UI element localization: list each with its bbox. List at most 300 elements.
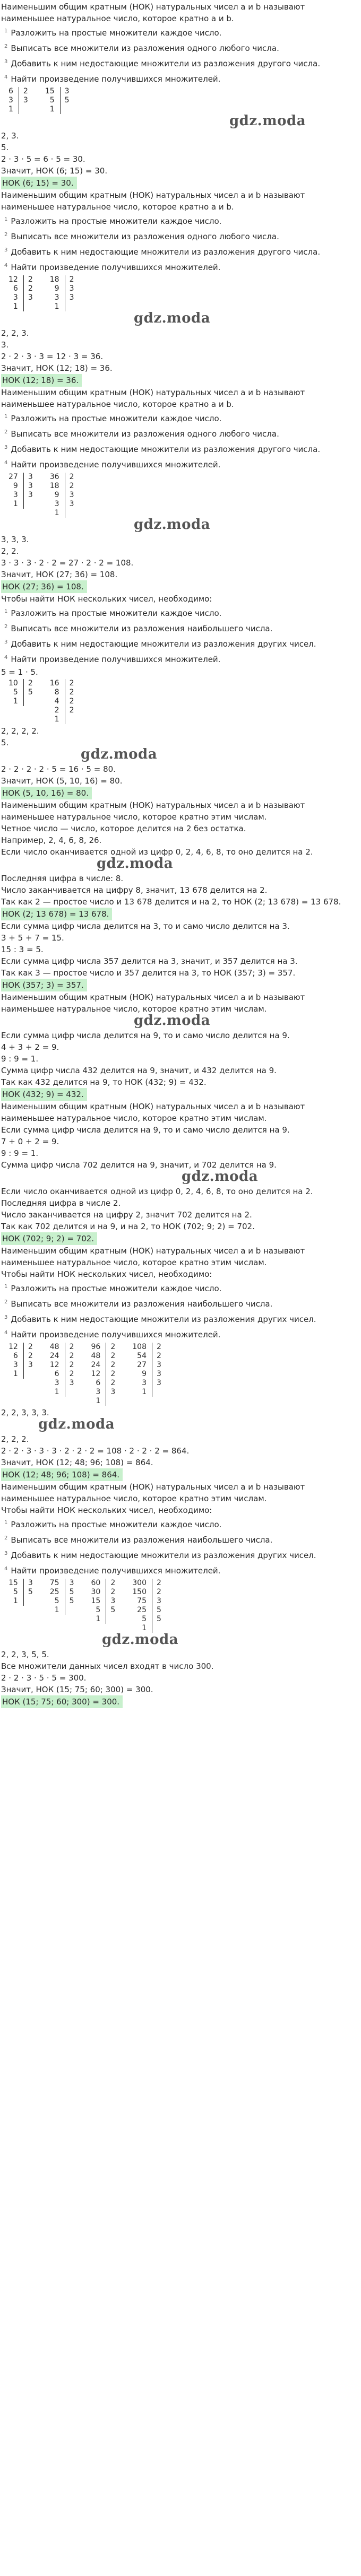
algorithm-step: [1, 1562, 360, 1578]
text-line: 2 · 2 · 3 · 3 = 12 · 3 = 36.: [1, 352, 104, 361]
factor-divisor: 5: [152, 1606, 166, 1615]
text-line: 2 · 3 · 5 = 6 · 5 = 30.: [1, 154, 85, 164]
factor-divisor: 2: [65, 706, 79, 715]
text-line: 5 = 1 · 5.: [1, 667, 38, 677]
factor-dividend: 48: [91, 1352, 101, 1360]
step-text: Найти произведение получившихся множителей.: [11, 1330, 221, 1339]
text-line: 2, 2.: [1, 546, 19, 556]
step-text: Выписать все множители из разложения наибольшего числа.: [11, 624, 273, 633]
factor-divisor: 3: [152, 1597, 166, 1606]
step-text: Выписать все множители из разложения одного любого числа.: [11, 429, 279, 439]
factor-dividend: 27: [137, 1361, 147, 1369]
factor-dividend: 12: [8, 1343, 18, 1351]
text-line: Значит, НОК (5, 10, 16) = 80.: [1, 776, 123, 786]
step-text: Разложить на простые множители каждое число.: [11, 414, 222, 423]
factor-divisor: 2: [152, 1579, 166, 1588]
factor-divisor: 5: [65, 1588, 79, 1597]
algorithm-step: [1, 1295, 360, 1311]
factor-divisor: 2: [23, 679, 38, 688]
text-line: Наименьшим общим кратным (НОК) натуральных чисел a и b называют: [1, 1482, 305, 1492]
algorithm-step: [1, 441, 360, 456]
factor-divisor: [23, 697, 38, 706]
text-line: Значит, НОК (12; 18) = 36.: [1, 363, 113, 373]
text-line: 2 · 2 · 3 · 5 · 5 = 300.: [1, 1673, 87, 1683]
factor-dividend: 10: [8, 679, 18, 687]
factor-divisor: 3: [65, 284, 79, 293]
watermark-row: [1, 858, 360, 873]
algorithm-step: [1, 259, 360, 274]
factor-divisor: 3: [23, 1579, 38, 1588]
factor-dividend: 60: [91, 1579, 101, 1587]
factor-dividend: 75: [49, 1579, 59, 1587]
factor-dividend: 3: [96, 1388, 101, 1396]
step-number: 4: [4, 1566, 8, 1572]
factor-divisor: 3: [152, 1361, 166, 1370]
factor-divisor: 2: [106, 1370, 121, 1379]
factor-dividend: 54: [137, 1352, 147, 1360]
factor-dividend: 48: [49, 1343, 59, 1351]
step-text: Добавить к ним недостающие множители из разложения другого числа.: [11, 247, 321, 257]
text-line: Чтобы найти НОК нескольких чисел, необходимо:: [1, 1269, 212, 1279]
factorization-table: [6, 473, 80, 518]
watermark-row: [1, 312, 360, 327]
step-text: Найти произведение получившихся множителей.: [11, 655, 221, 664]
watermark-row: [1, 1015, 360, 1030]
factor-divisor: 3: [65, 491, 79, 500]
answer-highlight: НОК (27; 36) = 108.: [1, 580, 87, 593]
factor-dividend: 96: [91, 1343, 101, 1351]
answer-row: [1, 177, 360, 189]
factor-dividend: 1: [96, 1615, 101, 1623]
answer-highlight: НОК (12; 48; 96; 108) = 864.: [1, 1468, 123, 1481]
factor-divisor: 2: [152, 1352, 166, 1361]
factor-divisor: 2: [23, 1352, 38, 1361]
factor-dividend: 1: [54, 715, 59, 724]
step-number: 3: [4, 1315, 8, 1320]
factor-dividend: 1: [13, 1370, 18, 1378]
text-line: наименьшее натуральное число, которое кратно a и b.: [1, 399, 234, 409]
factor-dividend: 1: [13, 697, 18, 706]
step-text: Выписать все множители из разложения наибольшего числа.: [11, 1535, 273, 1545]
factor-divisor: [23, 1370, 38, 1379]
factor-dividend: 36: [49, 473, 59, 481]
answer-highlight: НОК (5, 10, 16) = 80.: [1, 787, 92, 799]
text-line: Все множители данных чисел входят в число 300.: [1, 1661, 214, 1671]
factor-dividend: 5: [142, 1615, 147, 1623]
factor-divisor: 3: [65, 1579, 79, 1588]
text-line: Если число оканчивается одной из цифр 0, 2, 4, 6, 8, то оно делится на 2.: [1, 847, 313, 857]
text-line: Чтобы найти НОК нескольких чисел, необходимо:: [1, 594, 212, 604]
factorization-table: [6, 1579, 167, 1633]
answer-highlight: НОК (15; 75; 60; 300) = 300.: [1, 1695, 123, 1708]
text-line: Так как 432 делится на 9, то НОК (432; 9) = 432.: [1, 1077, 207, 1087]
factor-divisor: 2: [152, 1588, 166, 1597]
step-text: Разложить на простые множители каждое число.: [11, 608, 222, 618]
answer-row: [1, 1695, 360, 1708]
step-number: 3: [4, 59, 8, 65]
factor-dividend: 25: [137, 1606, 147, 1614]
factor-dividend: 1: [54, 302, 59, 311]
step-number: 1: [4, 216, 8, 222]
algorithm-step: [1, 410, 360, 425]
factorization-table: [6, 1343, 167, 1406]
answer-highlight: НОК (2; 13 678) = 13 678.: [1, 908, 112, 920]
factor-divisor: 5: [23, 688, 38, 697]
factor-dividend: 3: [8, 96, 13, 105]
step-text: Добавить к ним недостающие множители из разложения другого числа.: [11, 59, 321, 68]
text-line: Значит, НОК (15; 75; 60; 300) = 300.: [1, 1685, 153, 1694]
factor-divisor: 3: [23, 482, 38, 491]
factor-divisor: 3: [65, 500, 79, 509]
step-number: 4: [4, 1330, 8, 1336]
step-number: 2: [4, 624, 8, 630]
factor-divisor: 2: [152, 1343, 166, 1352]
algorithm-step: [1, 55, 360, 71]
step-text: Выписать все множители из разложения одного любого числа.: [11, 232, 279, 241]
step-number: 1: [4, 1284, 8, 1290]
text-line: наименьшее натуральное число, которое кратно этим числам.: [1, 1004, 267, 1014]
factor-divisor: 2: [65, 275, 79, 284]
text-line: Сумма цифр числа 702 делится на 9, значит, и 702 делится на 9.: [1, 1160, 277, 1170]
watermark-row: [1, 1171, 360, 1186]
factor-dividend: 18: [49, 482, 59, 490]
text-line: Наименьшим общим кратным (НОК) натуральных чисел a и b называют: [1, 388, 305, 397]
text-line: наименьшее натуральное число, которое кратно этим числам.: [1, 1113, 267, 1123]
factor-divisor: 3: [65, 293, 79, 302]
step-number: 2: [4, 232, 8, 238]
answer-highlight: НОК (432; 9) = 432.: [1, 1088, 87, 1101]
step-number: 1: [4, 608, 8, 614]
step-number: 4: [4, 74, 8, 80]
factor-divisor: 2: [65, 697, 79, 706]
watermark-logo: gdz.moda: [102, 1632, 179, 1648]
step-text: Найти произведение получившихся множителей.: [11, 1566, 221, 1576]
text-line: Если сумма цифр числа 357 делится на 3, значит, и 357 делится на 3.: [1, 956, 298, 966]
step-text: Найти произведение получившихся множителей.: [11, 74, 221, 84]
factor-dividend: 24: [49, 1352, 59, 1360]
step-text: Выписать все множители из разложения наибольшего числа.: [11, 1299, 273, 1309]
text-line: Если сумма цифр числа делится на 9, то и само число делится на 9.: [1, 1031, 290, 1040]
factor-divisor: 2: [65, 482, 79, 491]
factor-divisor: [65, 509, 79, 518]
factor-divisor: 3: [23, 293, 38, 302]
factor-dividend: 1: [54, 1388, 59, 1396]
step-number: 2: [4, 429, 8, 435]
answer-row: [1, 1468, 360, 1481]
text-line: 2 · 2 · 2 · 2 · 5 = 16 · 5 = 80.: [1, 764, 116, 774]
factor-dividend: 5: [96, 1606, 101, 1614]
factor-divisor: [152, 1388, 166, 1397]
text-line: наименьшее натуральное число, которое кратно этим числам.: [1, 812, 267, 822]
factor-dividend: 3: [13, 293, 18, 302]
factor-divisor: 5: [152, 1615, 166, 1624]
factor-divisor: 5: [60, 96, 74, 105]
factor-dividend: 6: [8, 87, 13, 95]
algorithm-step: [1, 620, 360, 636]
factor-dividend: 9: [13, 482, 18, 490]
factorization-table: [6, 275, 80, 311]
algorithm-step: [1, 1531, 360, 1547]
answer-row: [1, 979, 360, 991]
watermark-logo: gdz.moda: [134, 517, 211, 533]
watermark-logo: gdz.moda: [134, 1013, 211, 1029]
text-line: наименьшее натуральное число, которое кратно этим числам.: [1, 1258, 267, 1267]
text-line: 4 + 3 + 2 = 9.: [1, 1042, 59, 1052]
factor-divisor: 3: [23, 1361, 38, 1370]
factor-dividend: 6: [96, 1379, 101, 1387]
factor-divisor: [65, 1388, 79, 1397]
text-line: Последняя цифра в числе: 8.: [1, 874, 124, 883]
factor-dividend: 1: [13, 302, 18, 311]
step-number: 3: [4, 445, 8, 450]
text-line: 3 · 3 · 3 · 2 · 2 = 27 · 2 · 2 = 108.: [1, 558, 134, 568]
text-line: Наименьшим общим кратным (НОК) натуральных чисел a и b называют: [1, 1246, 305, 1256]
step-number: 1: [4, 414, 8, 420]
text-line: Значит, НОК (27; 36) = 108.: [1, 570, 118, 579]
factor-divisor: [23, 500, 38, 509]
text-line: Последняя цифра в числе 2.: [1, 1198, 121, 1208]
answer-row: [1, 787, 360, 799]
step-text: Найти произведение получившихся множителей.: [11, 263, 221, 272]
text-line: 2 · 2 · 3 · 3 · 3 · 2 · 2 · 2 = 108 · 2 · 2 · 2 = 864.: [1, 1446, 190, 1456]
factor-dividend: 300: [132, 1579, 147, 1587]
text-line: 2, 3.: [1, 131, 19, 141]
factor-dividend: 3: [54, 500, 59, 508]
text-line: Наименьшим общим кратным (НОК) натуральных чисел a и b называют: [1, 800, 305, 810]
text-line: Если сумма цифр числа делится на 9, то и само число делится на 9.: [1, 1125, 290, 1135]
factor-divisor: 3: [65, 1379, 79, 1388]
text-line: 3, 3, 3.: [1, 535, 29, 544]
algorithm-step: [1, 1280, 360, 1295]
text-line: Четное число — число, которое делится на 2 без остатка.: [1, 824, 246, 833]
factor-divisor: 2: [65, 473, 79, 482]
watermark-logo: gdz.moda: [81, 746, 158, 762]
step-number: 2: [4, 1535, 8, 1541]
factor-divisor: [23, 302, 38, 311]
factor-divisor: [106, 1397, 121, 1406]
text-line: Значит, НОК (6; 15) = 30.: [1, 166, 108, 176]
text-line: Значит, НОК (12; 48; 96; 108) = 864.: [1, 1458, 153, 1467]
step-number: 3: [4, 639, 8, 645]
watermark-logo: gdz.moda: [229, 113, 306, 129]
text-line: Наименьшим общим кратным (НОК) натуральных чисел a и b называют: [1, 993, 305, 1002]
factor-dividend: 9: [54, 284, 59, 293]
watermark-logo: gdz.moda: [38, 1416, 115, 1432]
factor-divisor: 3: [23, 473, 38, 482]
algorithm-step: [1, 1326, 360, 1342]
factor-dividend: 12: [8, 275, 18, 284]
step-number: 4: [4, 263, 8, 268]
factor-dividend: 1: [142, 1388, 147, 1396]
answer-row: [1, 908, 360, 920]
factor-divisor: 3: [152, 1370, 166, 1379]
factor-divisor: 2: [65, 1370, 79, 1379]
text-line: Число заканчивается на цифру 2, значит 702 делится на 2.: [1, 1210, 252, 1220]
factor-divisor: 2: [23, 275, 38, 284]
factor-dividend: 1: [54, 1606, 59, 1614]
algorithm-step: [1, 1311, 360, 1326]
step-number: 1: [4, 1520, 8, 1526]
factor-divisor: [65, 1606, 79, 1615]
factor-divisor: 2: [106, 1588, 121, 1597]
factor-divisor: 2: [106, 1361, 121, 1370]
text-line: Наименьшим общим кратным (НОК) натуральных чисел a и b называют: [1, 2, 305, 12]
factor-dividend: 8: [54, 688, 59, 697]
factor-dividend: 1: [13, 500, 18, 508]
factor-divisor: 2: [65, 679, 79, 688]
factor-dividend: 108: [132, 1343, 147, 1351]
text-line: 3 + 5 + 7 = 15.: [1, 933, 64, 943]
text-line: Чтобы найти НОК нескольких чисел, необходимо:: [1, 1505, 212, 1515]
step-text: Добавить к ним недостающие множители из разложения других чисел.: [11, 1315, 316, 1324]
step-text: Разложить на простые множители каждое число.: [11, 28, 222, 38]
factor-dividend: 5: [54, 1597, 59, 1605]
algorithm-step: [1, 636, 360, 651]
factor-dividend: 1: [142, 1624, 147, 1632]
algorithm-step: [1, 40, 360, 55]
algorithm-step: [1, 651, 360, 666]
factor-divisor: [106, 1615, 121, 1624]
factor-dividend: 6: [13, 284, 18, 293]
text-line: наименьшее натуральное число, которое кратно a и b.: [1, 202, 234, 212]
factor-divisor: [60, 105, 74, 114]
text-line: наименьшее натуральное число, которое кратно a и b.: [1, 14, 234, 23]
factor-dividend: 15: [91, 1597, 101, 1605]
step-number: 2: [4, 1299, 8, 1305]
factor-divisor: 3: [106, 1388, 121, 1397]
text-line: Сумма цифр числа 432 делится на 9, значит, и 432 делится на 9.: [1, 1066, 277, 1075]
factor-divisor: 2: [65, 1361, 79, 1370]
text-line: Наименьшим общим кратным (НОК) натуральных чисел a и b называют: [1, 190, 305, 200]
text-line: Так как 702 делится и на 9, и на 2, то НОК (702; 9; 2) = 702.: [1, 1222, 255, 1231]
text-line: 7 + 0 + 2 = 9.: [1, 1137, 59, 1146]
text-line: 2, 2, 3.: [1, 328, 29, 338]
step-text: Найти произведение получившихся множителей.: [11, 460, 221, 469]
factor-divisor: 2: [65, 1343, 79, 1352]
text-line: 2, 2, 3, 5, 5.: [1, 1650, 49, 1659]
step-number: 2: [4, 43, 8, 49]
algorithm-step: [1, 213, 360, 228]
factor-dividend: 5: [13, 688, 18, 697]
factor-divisor: [65, 715, 79, 724]
text-line: Так как 3 — простое число и 357 делится на 3, то НОК (357; 3) = 357.: [1, 968, 296, 978]
algorithm-step: [1, 456, 360, 472]
answer-row: [1, 1232, 360, 1245]
factor-divisor: 2: [23, 284, 38, 293]
factor-divisor: 2: [65, 1352, 79, 1361]
text-line: 9 : 9 = 1.: [1, 1054, 39, 1064]
step-text: Добавить к ним недостающие множители из разложения других чисел.: [11, 1551, 316, 1560]
step-text: Разложить на простые множители каждое число.: [11, 1284, 222, 1293]
text-line: наименьшее натуральное число, которое кратно этим числам.: [1, 1494, 267, 1503]
factor-divisor: 2: [23, 1343, 38, 1352]
answer-row: [1, 580, 360, 593]
text-line: Число заканчивается на цифру 8, значит, 13 678 делится на 2.: [1, 885, 268, 895]
answer-row: [1, 1088, 360, 1101]
factor-dividend: 1: [13, 1597, 18, 1605]
watermark-row: [1, 519, 360, 534]
algorithm-step: [1, 425, 360, 441]
factorization-table: [6, 87, 75, 114]
step-number: 4: [4, 655, 8, 660]
watermark-logo: gdz.moda: [182, 1169, 259, 1185]
factor-dividend: 15: [45, 87, 55, 95]
text-line: 15 : 3 = 5.: [1, 945, 44, 954]
text-line: 9 : 9 = 1.: [1, 1148, 39, 1158]
factor-divisor: [65, 302, 79, 311]
factor-divisor: 5: [106, 1606, 121, 1615]
factor-dividend: 150: [132, 1588, 147, 1596]
factorization-table: [6, 679, 80, 724]
factor-divisor: [19, 105, 33, 114]
algorithm-step: [1, 1547, 360, 1562]
factor-dividend: 9: [142, 1370, 147, 1378]
factor-dividend: 3: [13, 491, 18, 499]
watermark-logo: gdz.moda: [134, 310, 211, 326]
factor-dividend: 1: [49, 105, 55, 114]
factor-divisor: 3: [23, 491, 38, 500]
watermark-row: [1, 115, 360, 130]
step-number: 1: [4, 28, 8, 34]
step-text: Выписать все множители из разложения одного любого числа.: [11, 43, 279, 53]
text-line: 2, 2, 3, 3, 3.: [1, 1408, 49, 1417]
text-line: Так как 2 — простое число и 13 678 делится и на 2, то НОК (2; 13 678) = 13 678.: [1, 897, 341, 907]
factor-dividend: 18: [49, 275, 59, 284]
factor-dividend: 15: [8, 1579, 18, 1587]
factor-divisor: 2: [106, 1343, 121, 1352]
factor-dividend: 1: [96, 1397, 101, 1405]
factor-divisor: 2: [106, 1352, 121, 1361]
factor-dividend: 4: [54, 697, 59, 706]
watermark-row: [1, 1634, 360, 1649]
step-text: Добавить к ним недостающие множители из разложения другого числа.: [11, 445, 321, 454]
factor-divisor: 3: [152, 1379, 166, 1388]
step-text: Разложить на простые множители каждое число.: [11, 216, 222, 226]
text-line: Например, 2, 4, 6, 8, 26.: [1, 836, 102, 845]
text-line: Если сумма цифр числа делится на 3, то и само число делится на 3.: [1, 921, 290, 931]
answer-highlight: НОК (702; 9; 2) = 702.: [1, 1232, 97, 1245]
factor-dividend: 1: [8, 105, 13, 114]
factor-divisor: 2: [106, 1379, 121, 1388]
factor-dividend: 25: [49, 1588, 59, 1596]
text-line: Наименьшим общим кратным (НОК) натуральных чисел a и b называют: [1, 1102, 305, 1111]
factor-divisor: [23, 1597, 38, 1606]
factor-dividend: 16: [49, 679, 59, 687]
factor-dividend: 3: [54, 1379, 59, 1387]
answer-highlight: НОК (6; 15) = 30.: [1, 177, 77, 189]
factor-dividend: 9: [54, 491, 59, 499]
step-number: 4: [4, 460, 8, 466]
step-text: Добавить к ним недостающие множители из разложения других чисел.: [11, 639, 316, 649]
text-line: Если число оканчивается одной из цифр 0, 2, 4, 6, 8, то оно делится на 2.: [1, 1187, 313, 1196]
answer-row: [1, 374, 360, 387]
factor-dividend: 5: [49, 96, 55, 105]
text-line: 5.: [1, 738, 9, 747]
factor-dividend: 1: [54, 509, 59, 517]
factor-divisor: 5: [23, 1588, 38, 1597]
factor-divisor: 2: [106, 1579, 121, 1588]
step-number: 3: [4, 247, 8, 253]
factor-divisor: 3: [60, 87, 74, 96]
factor-dividend: 30: [91, 1588, 101, 1596]
answer-highlight: НОК (357; 3) = 357.: [1, 979, 87, 991]
watermark-row: [1, 1418, 360, 1433]
factor-dividend: 27: [8, 473, 18, 481]
factor-divisor: 3: [19, 96, 33, 105]
text-line: 5.: [1, 143, 9, 152]
factor-dividend: 12: [91, 1370, 101, 1378]
algorithm-step: [1, 228, 360, 243]
